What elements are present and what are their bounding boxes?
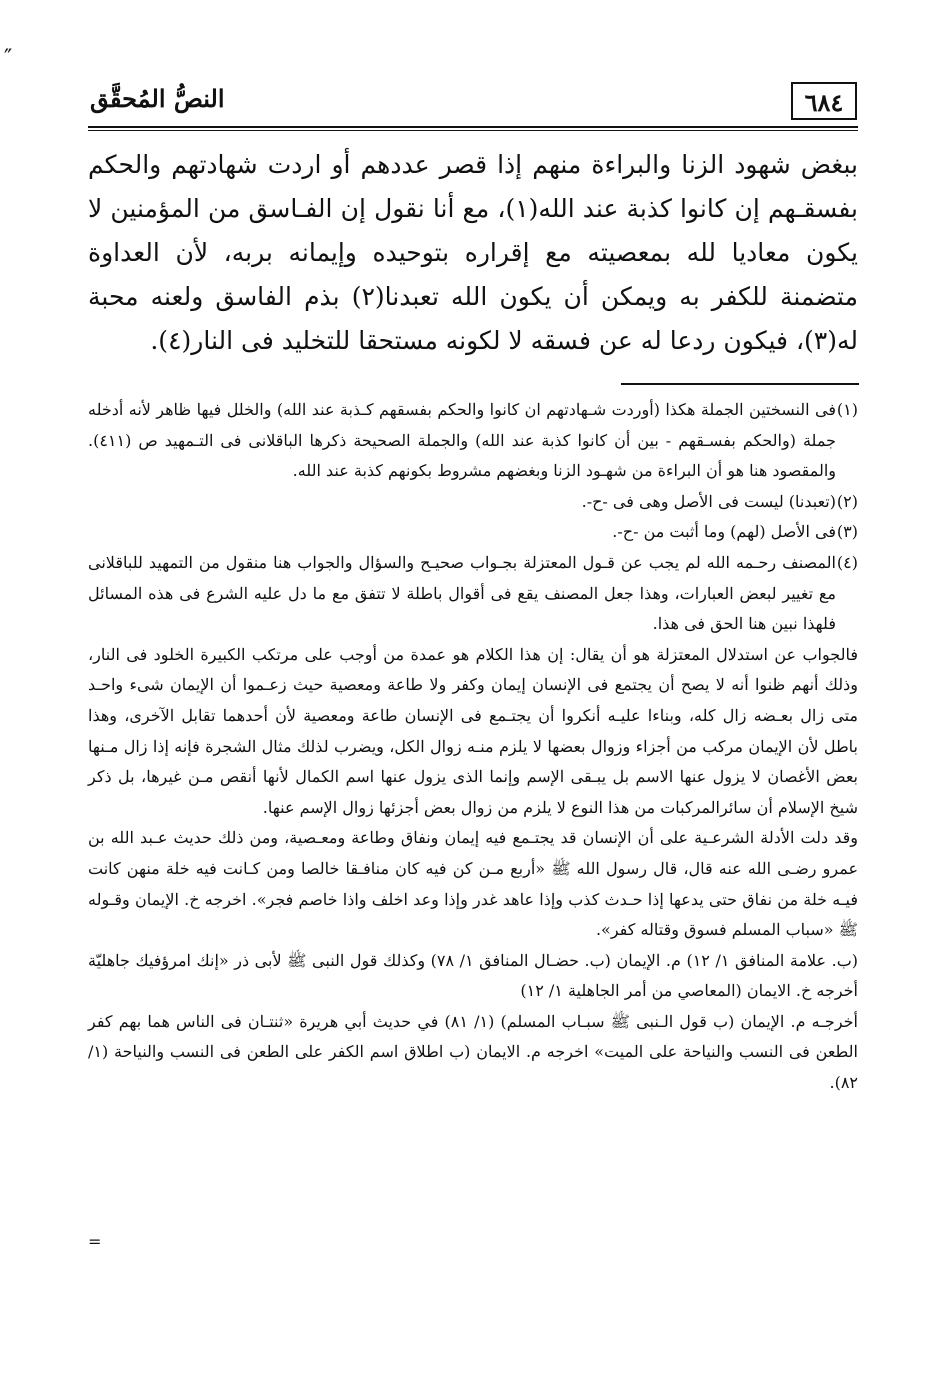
footnote-separator (621, 383, 859, 385)
main-text (88, 143, 858, 363)
main-paragraph: ببغض شهود الزنا والبراءة منهم إذا قصر عددهم أو اردت شهادتهم والحكم بفسقـهم إن كانوا كذبة عند الله(١)، مع أنا نقول إن الفـاسق من المؤمنين لا يكون معاديا لله بمعصيته مع إقراره بتوحيده وإيمانه بربه، لأن العداوة متضمنة للكفر به ويمكن أن يكون الله تعبدنا(٢) بذم الفاسق ولعنه محبة له(٣)، فيكون ردعا له عن فسقه لا لكونه مستحقا للتخليد فى النار(٤). (88, 150, 858, 355)
footnote-text: فى الأصل (لهم) وما أثبت من -ح-. (612, 522, 836, 542)
footnote-text: (تعبدنا) ليست فى الأصل وهى فى -ح-. (581, 491, 836, 511)
continuation-mark: = (88, 1232, 102, 1251)
footnote-paragraph: وقد دلت الأدلة الشرعـية على أن الإنسان قد يجتـمع فيه إيمان ونفاق وطاعة ومعـصية، ومن ذلك حديث عـبد الله بن عمرو رضـى الله عنه قال، قال رسول الله ﷺ «أربع مـن كن فيه كان منافـقا خالصا ومن كـانت فيه خلة منهن كانت فيـه خلة من نفاق حتى يدعها إذا حـدث كذب وإذا عاهد غدر وإذا وعد اخلف واذا خاصم فجر». اخرجه خ. الإيمان وقـوله ﷺ «سباب المسلم فسوق وقتاله كفر». (88, 828, 859, 940)
header-rule-thin (88, 130, 858, 131)
footnote-paragraph: (ب. علامة المنافق ١/ ١٢) م. الإيمان (ب. حضـال المنافق ١/ ٧٨) وكذلك قول النبى ﷺ لأبى ذر «إنك امرؤفيك جاهليّة أخرجه خ. الايمان (المعاصي من أمر الجاهلية ١/ ١٢) (88, 950, 858, 1001)
footnote-number: (٣) (836, 522, 858, 542)
footnote-number: (٢) (836, 491, 858, 511)
page-header (90, 76, 857, 126)
footnotes (88, 395, 858, 1099)
footnote-1 (88, 395, 858, 487)
footnote-text: فى النسختين الجملة هكذا (أوردت شـهادتهم ان كانوا والحكم بفسقهم كـذبة عند الله) والخلل فيها ظاهر لأنه أدخله جملة (والحكم بفسـقهم - بين أن كانوا كذبة عند الله) والجملة الصحيحة ذكرها الباقلانى فى التـمهيد ص (٤١١). والمقصود هنا هو أن البراءة من شهـود الزنا وبغضهم مشروط بكونهم كذبة عند الله. (88, 400, 836, 481)
footnote-paragraph: أخرجـه م. الإيمان (ب قول الـنبى ﷺ سبـاب المسلم) (١/ ٨١) في حديث أبي هريرة «ثنتـان فى الناس هما بهم كفر الطعن فى النسب والنياحة على الميت» اخرجه م. الايمان (ب اطلاق اسم الكفر على الطعن فى النسب والنياحة (١/ ٨٢). (88, 1011, 858, 1093)
footnote-number: (٤) (836, 552, 858, 572)
footnote-paragraph: فالجواب عن استدلال المعتزلة هو أن يقال: إن هذا الكلام هو عمدة من أوجب على مرتكب الكبيرة الخلود فى النار، وذلك أنهم ظنوا أنه لا يصح أن يجتمع فى الإنسان إيمان وكفر ولا طاعة ومعصية حيث زعـموا أن الإيمان شىء واحـد متى زال بعـضه زال كله، وبناءا عليـه أنكروا أن يجتـمع فى الإنسان طاعة ومعصية لأن أحدهما تقابل الآخرى، وهذا باطل لأن الإيمان مركب من أجزاء وزوال بعضها لا يلزم منـه زوال الكل، ويضرب لذلك مثال الشجرة فإنه إذا زال مـنها بعض الأغصان لا يزول عنها الاسم بل يبـقى الإسم وإنما الذى يزول عنها اسم الكمال لأنها أنقص مـن غيرها، بل ذكر شيخ الإسلام أن سائرالمركبات من هذا النوع لا يلزم من زوال بعض أجزئها زوال الإسم عنها. (88, 644, 858, 817)
page-number: ٦٨٤ (791, 82, 857, 120)
footnote-2 (88, 487, 858, 518)
header-rule (88, 126, 858, 128)
footnote-3 (88, 517, 858, 548)
footnote-text: المصنف رحـمه الله لم يجب عن قـول المعتزلة بجـواب صحيـح والسؤال والجواب هنا منقول من التمهيد للباقلانى مع تغيير لبعض العبارات، وهذا جعل المصنف يقع فى أقوال باطلة لا تتفق مع ما دل عليه الشرع فى هذه المسائل فلهذا نبين هنا الحق فى هذا. (88, 552, 836, 634)
footnote-4 (88, 548, 858, 640)
corner-mark: ″ (4, 46, 13, 71)
footnote-number: (١) (836, 400, 858, 419)
running-title: النصُّ المُحقَّق (90, 84, 225, 113)
